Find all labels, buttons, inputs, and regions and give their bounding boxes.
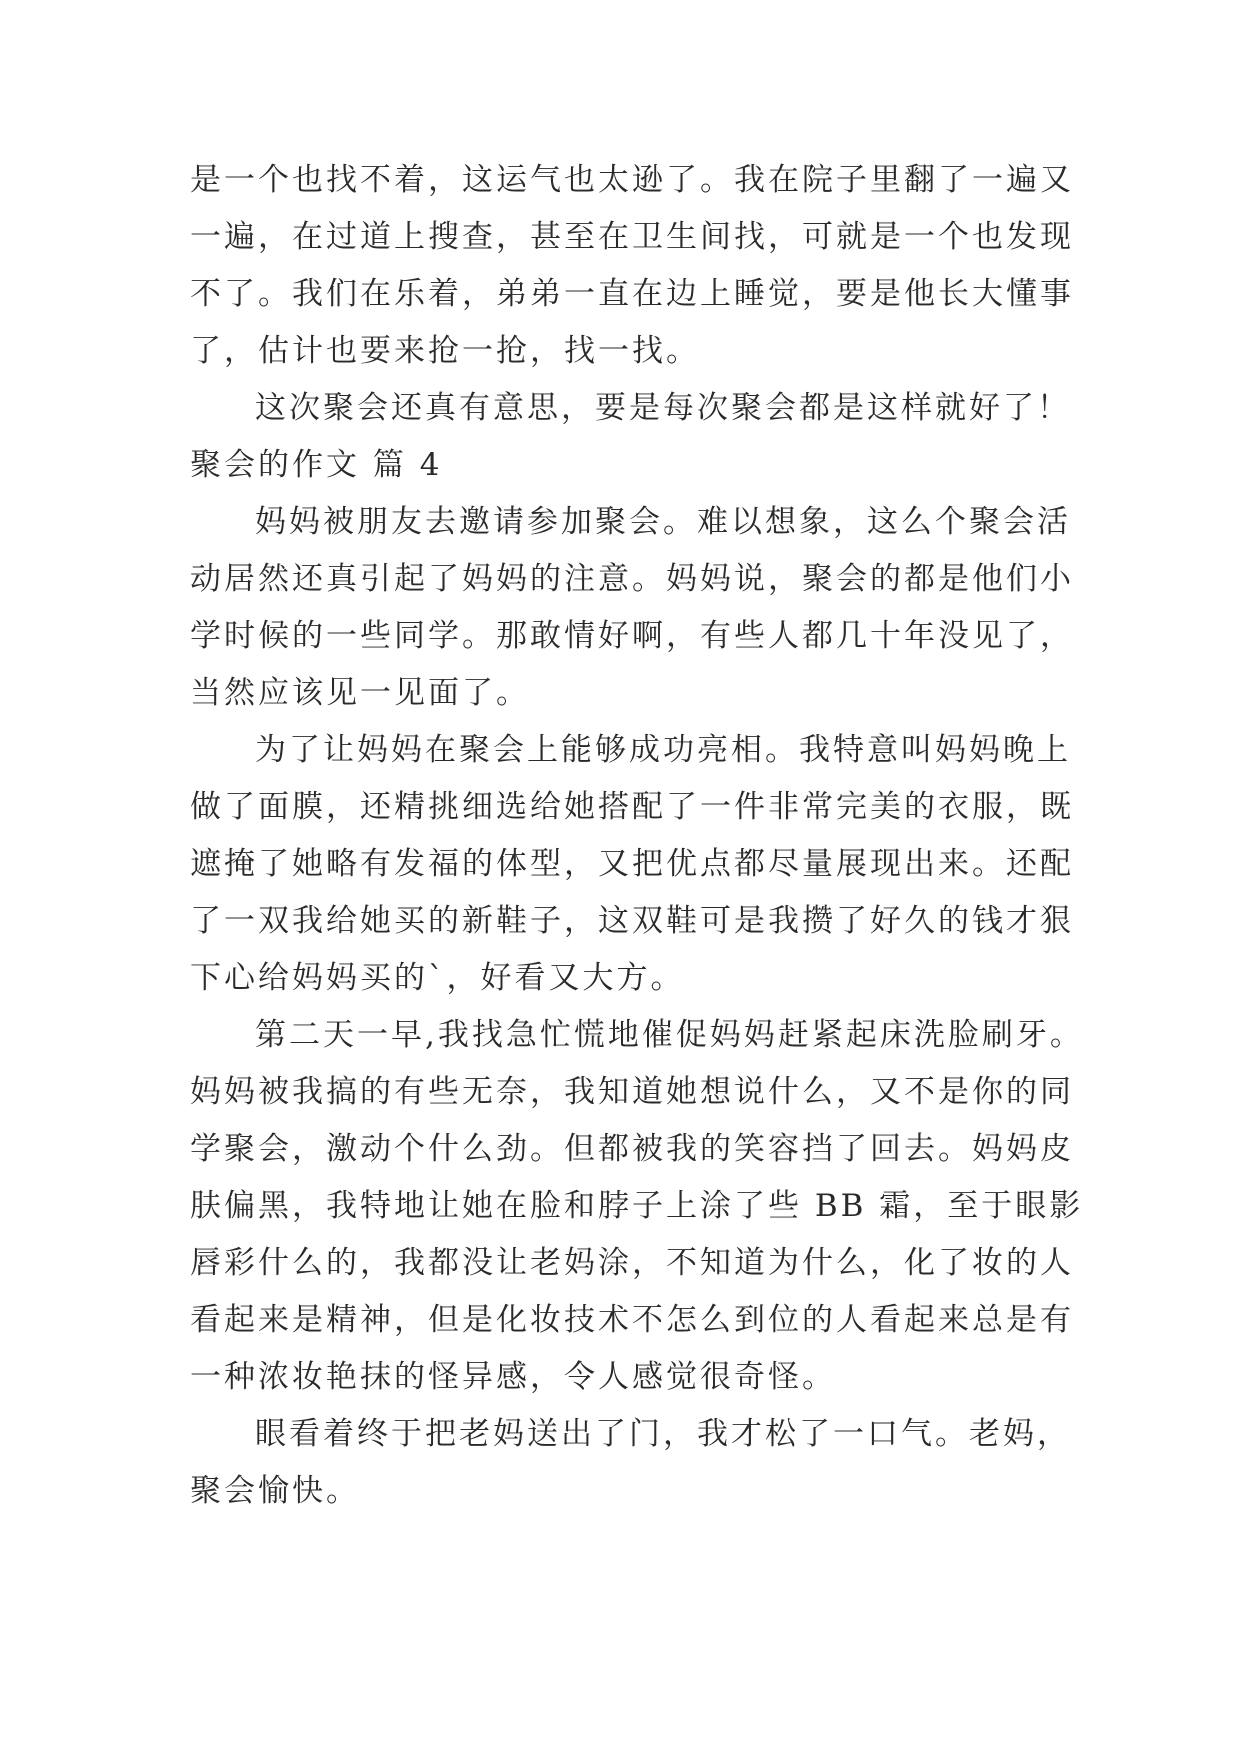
text-line: 眼看着终于把老妈送出了门，我才松了一口气。老妈， bbox=[255, 1416, 1071, 1452]
text-line: 做了面膜，还精挑细选给她搭配了一件非常完美的衣服，既 bbox=[190, 789, 1074, 825]
text-line: 动居然还真引起了妈妈的注意。妈妈说，聚会的都是他们小 bbox=[190, 561, 1074, 597]
text-line: 肤偏黑，我特地让她在脸和脖子上涂了些 BB 霜，至于眼影 bbox=[190, 1188, 1084, 1224]
section-heading: 聚会的作文 篇 4 bbox=[190, 447, 443, 483]
text-line: 妈妈被朋友去邀请参加聚会。难以想象，这么个聚会活 bbox=[255, 504, 1071, 540]
text-line: 妈妈被我搞的有些无奈，我知道她想说什么，又不是你的同 bbox=[190, 1074, 1074, 1110]
text-line: 聚会愉快。 bbox=[190, 1473, 360, 1509]
text-line: 遮掩了她略有发福的体型，又把优点都尽量展现出来。还配 bbox=[190, 846, 1074, 882]
text-line: 唇彩什么的，我都没让老妈涂，不知道为什么，化了妆的人 bbox=[190, 1245, 1074, 1281]
text-line: 了，估计也要来抢一抢，找一找。 bbox=[190, 333, 700, 369]
text-line: 下心给妈妈买的`，好看又大方。 bbox=[190, 960, 685, 996]
text-line: 不了。我们在乐着，弟弟一直在边上睡觉，要是他长大懂事 bbox=[190, 276, 1074, 312]
text-line: 当然应该见一见面了。 bbox=[190, 675, 530, 711]
text-line: 学时候的一些同学。那敢情好啊，有些人都几十年没见了， bbox=[190, 618, 1074, 654]
text-line: 第二天一早,我找急忙慌地催促妈妈赶紧起床洗脸刷牙。 bbox=[255, 1017, 1084, 1053]
text-line: 一种浓妆艳抹的怪异感，令人感觉很奇怪。 bbox=[190, 1359, 836, 1395]
text-line: 为了让妈妈在聚会上能够成功亮相。我特意叫妈妈晚上 bbox=[255, 732, 1071, 768]
text-line: 学聚会，激动个什么劲。但都被我的笑容挡了回去。妈妈皮 bbox=[190, 1131, 1074, 1167]
text-line: 了一双我给她买的新鞋子，这双鞋可是我攒了好久的钱才狠 bbox=[190, 903, 1074, 939]
text-line: 是一个也找不着，这运气也太逊了。我在院子里翻了一遍又 bbox=[190, 162, 1074, 198]
text-line: 看起来是精神，但是化妆技术不怎么到位的人看起来总是有 bbox=[190, 1302, 1074, 1338]
text-line: 一遍，在过道上搜查，甚至在卫生间找，可就是一个也发现 bbox=[190, 219, 1074, 255]
text-line: 这次聚会还真有意思，要是每次聚会都是这样就好了！ bbox=[255, 390, 1071, 426]
